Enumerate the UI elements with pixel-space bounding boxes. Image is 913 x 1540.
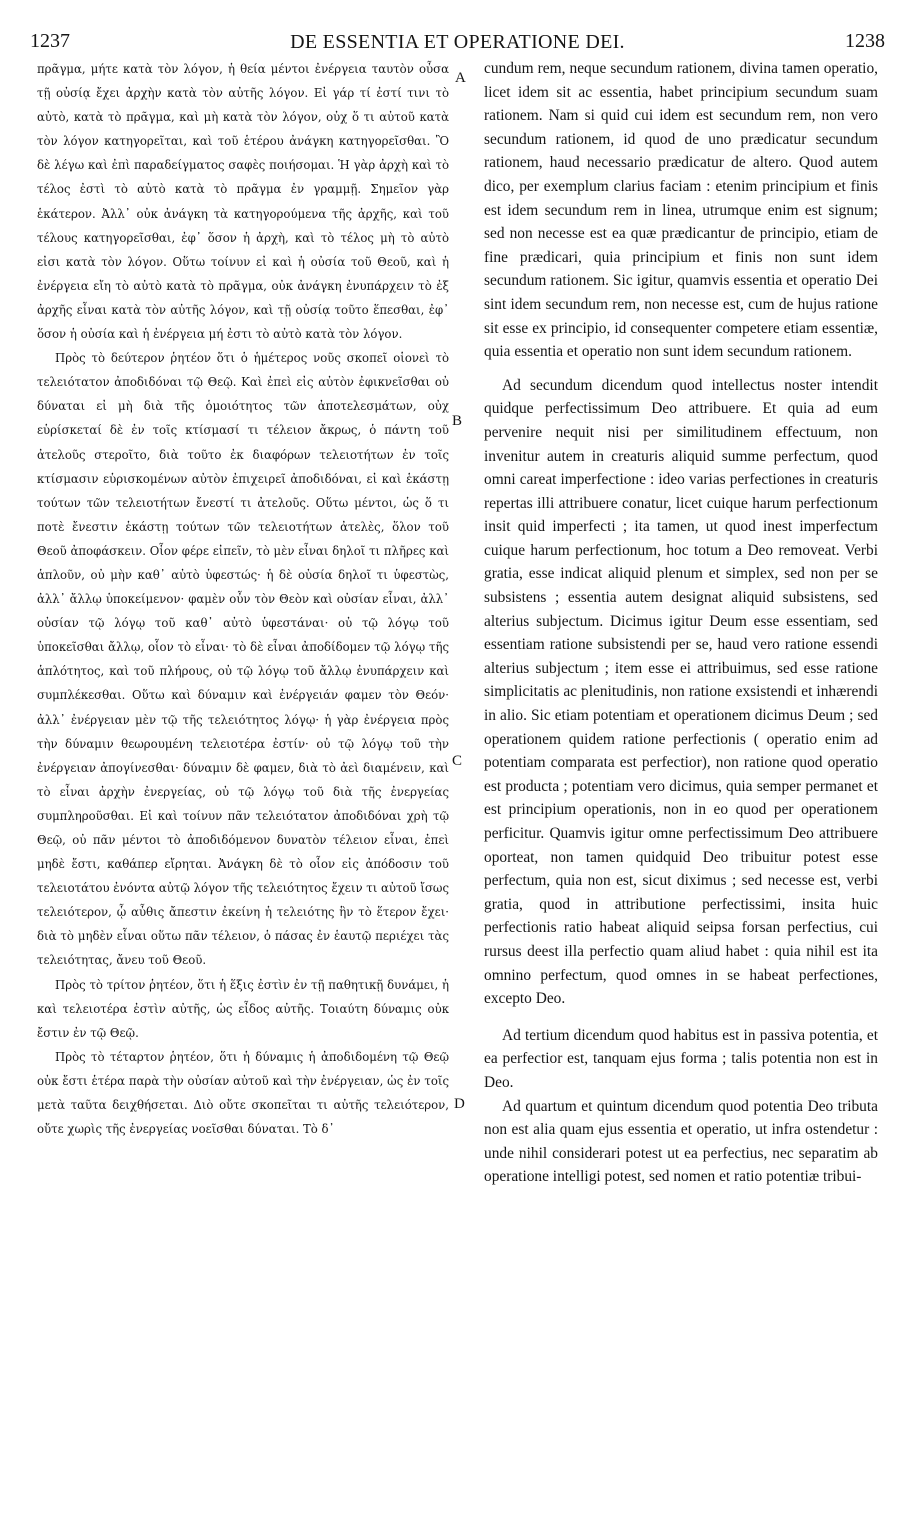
- latin-paragraph-4: Ad quartum et quintum dicendum quod potentia Deo tributa non est alia quam ejus essentia et operatio, ut infra ostendetur : unde nihil considerari potest ut ea perfectius, nec separatim ab operatione intelligi potest, sed nomen et ratio potentiæ tribui-: [484, 1097, 878, 1186]
- latin-paragraph-2: Ad secundum dicendum quod intellectus noster intendit quidque perfectissimum Deo attribuere. Et quia ad eum pervenire nequit nisi per similitudinem effectuum, non invenitur autem in creaturis aliquid summe perfectum, quod omni careat imperfectione : ideo varias perfectiones in creaturis repertas illi attribuere conatur, licet cuique harum perfectionum insit quid imperfecti ; ita tamen, ut quod inest imperfectum cuique harum perfectionum, hoc totum a Deo removeat. Verbi gratia, esse indicat aliquid plenum et simplex, sed non per se subsistens ; essentia autem designat aliquid subsistens, sed alterius subjectum. Dicimus igitur Deum esse essentiam, sed essentiam ratione subsistendi per se, haud vero ratione essendi alterius subjectum ; item esse ei attribuimus, sed esse ratione simplicitatis ac plenitudinis, non ratione exsistendi et inhærendi in alio. Sic etiam potentiam et operationem dicimus Deum ; sed operationem quidem ratione perfectionis ( operatio enim ad potentiam comparata est perfectior), non ratione quod operatio est producta ; potentiam vero dicimus, quia semper permanet et est principium operationis, non in eo quod per operationem perficitur. Quamvis igitur omne perfectissimum Deo attribuere oporteat, non tamen quidquid Deo tribuitur potest esse perfectum, quia non est, sicut diximus ; sed necesse est, verbi gratia, quod in attributione perfectissimi, insita huic perfectionis ratio habeat aliquid seipsa forsan perfectius, cui rursus deest illa perfectio quam aliud habet : quia nihil est ita omnino perfectum, quod omnes in se habeat perfectiones, excepto Deo.: [484, 376, 878, 1008]
- margin-letter-d: D: [454, 1096, 465, 1112]
- running-title: DE ESSENTIA ET OPERATIONE DEI.: [290, 31, 625, 53]
- page-number-right: 1238: [845, 30, 885, 52]
- latin-paragraph-1: cundum rem, neque secundum rationem, divina tamen operatio, licet idem sit ac essentia, habet principium secundum suam rationem. Nam si quid cui idem est secundum rem, non vero secundum rationem, id quod de uno prædicatur secundum rationem, haud necessario prædicatur de altero. Quod autem dico, per exemplum clarius faciam : etenim principium et finis est idem secundum rem in linea, utrumque enim est signum; sed non necesse est ea quæ prædicantur de principio, etiam de fine prædicari, quia principium et finis non sunt idem secundum rationem. Sic igitur, quamvis essentia et operatio Dei sint idem secundum rem, non necesse est, cum de hujus ratione sit esse ex principio, id consequenter competere etiam essentiæ, quia essentia et operatio non sunt idem secundum rationem.: [484, 60, 878, 361]
- greek-paragraph-3: Πρὸς τὸ τρίτον ῥητέον, ὅτι ἡ ἕξις ἐστὶν ἐν τῇ παθητικῇ δυνάμει, ἡ καὶ τελειοτέρα ἐστὶν αὐτῆς, ὡς εἶδος αὐτῆς. Τοιαύτη δύναμις οὐκ ἔστιν ἐν τῷ Θεῷ.: [37, 977, 449, 1040]
- margin-letter-c: C: [452, 753, 463, 769]
- latin-column: [484, 57, 878, 1189]
- latin-paragraph-3: Ad tertium dicendum quod habitus est in passiva potentia, et ea perfectior est, tanquam ejus forma ; talis potentia non est in Deo.: [484, 1026, 878, 1091]
- greek-paragraph-4: Πρὸς τὸ τέταρτον ῥητέον, ὅτι ἡ δύναμις ἡ ἀποδιδομένη τῷ Θεῷ οὐκ ἔστι ἑτέρα παρὰ τὴν οὐσίαν αὐτοῦ καὶ τὴν ἐνέργειαν, ὡς ἐν τοῖς μετὰ ταῦτα δειχθήσεται. Διὸ οὔτε σκοπεῖται τι αὐτῆς τελειότερον, οὔτε χωρὶς τῆς ἐνεργείας νοεῖσθαι δύναται. Τὸ δ᾽: [37, 1049, 449, 1137]
- page-number-left: 1237: [30, 30, 70, 52]
- greek-column: [37, 57, 449, 1141]
- greek-paragraph-2: Πρὸς τὸ δεύτερον ῥητέον ὅτι ὁ ἡμέτερος νοῦς σκοπεῖ οἱονεὶ τὸ τελειότατον ἀποδιδόναι τῷ Θεῷ. Καὶ ἐπεὶ εἰς αὐτὸν ἐφικνεῖσθαι οὐ δύναται εἰ μὴ διὰ τῆς ὁμοιότητος τῶν ἀποτελεσμάτων, οὐχ εὑρίσκεταί δὲ ἐν τοῖς κτίσμασί τι τέλειον ἄκρως, ὁ πάντη τοῦ ἀτελοῦς στεροῖτο, διὰ τοῦτο ἐκ διαφόρων τελειοτήτων ἐν τοῖς κτίσμασιν εὑρισκομένων αὐτὸν ἐπιχειρεῖ ἀποδιδόναι, εἰ καὶ ἑκάστῃ τούτων τῶν τελειοτήτων ἔνεστί τι ἀτελοῦς. Οὕτω μέντοι, ὡς ὅ τι ποτὲ ἔνεστιν ἑκάστῃ τούτων τῶν τελειοτήτων ἀτελὲς, ὅλον τοῦ Θεοῦ ἀποφάσκειν. Οἷον φέρε εἰπεῖν, τὸ μὲν εἶναι δηλοῖ τι πλῆρες καὶ ἁπλοῦν, οὐ μὴν καθ᾽ αὐτὸ ὑφεστώς· ἡ δὲ οὐσία δηλοῖ τι ὑφεστὼς, ἀλλ᾽ ἄλλῳ ὑποκείμενον· φαμὲν οὖν τὸν Θεὸν καὶ οὐσίαν εἶναι, ἀλλ᾽ οὐσίαν τῷ λόγῳ τοῦ καθ᾽ αὐτὸ ὑφεστάναι· οὐ τῷ λόγῳ τοῦ ὑποκεῖσθαι ἄλλῳ, οἷον τὸ εἶναι· τὸ δὲ εἶναι ἀποδίδομεν τῷ λόγῳ τῆς ἁπλότητος, καὶ τοῦ πλήρους, οὐ τῷ λόγῳ τοῦ ἄλλῳ ἐνυπάρχειν καὶ συμπλέκεσθαι. Οὕτω καὶ δύναμιν καὶ ἐνέργειάν φαμεν τὸν Θεόν· ἀλλ᾽ ἐνέργειαν μὲν τῷ τῆς τελειότητος λόγῳ· ἡ γὰρ ἐνέργεια πρὸς τὴν δύναμιν θεωρουμένη τελειοτέρα ἐστίν· οὐ τῷ λόγῳ τοῦ τὴν ἐνέργειαν ἀπογίνεσθαι· δύναμιν δὲ φαμεν, διὰ τὸ ἀεὶ διαμένειν, καὶ τὸ εἶναι ἀρχὴν ἐνεργείας, οὐ τῷ λόγῳ τοῦ διὰ τῆς ἐνεργείας συμπληροῦσθαι. Εἰ καὶ τοίνυν πᾶν τελειότατον ἀποδιδόναι χρὴ τῷ Θεῷ, οὐ πᾶν μέντοι τὸ ἀποδιδόμενον δυνατὸν τέλειον εἶναι, ἐπεὶ μηδὲ ἔστι, καθάπερ εἴρηται. Ἀνάγκη δὲ τὸ οἷον εἰς ἀπόδοσιν τοῦ τελειοτάτου ἐνόντα αὐτῷ λόγον τῆς τελειότητος ἔχειν τι αὐτοῦ ἴσως τελειότερον, ᾧ αὖθις ἄπεστιν ἐκείνη ἡ τελειότης ἣν τὸ ἕτερον ἔχει· διὰ τὸ μηδὲν εἶναι οὕτω πᾶν τέλειον, ὁ πάσας ἐν ἑαυτῷ περιέχει τὰς τελειότητας, ἄνευ τοῦ Θεοῦ.: [37, 351, 449, 968]
- margin-letter-b: B: [452, 413, 463, 429]
- greek-paragraph-1: πρᾶγμα, μήτε κατὰ τὸν λόγον, ἡ θεία μέντοι ἐνέργεια ταυτὸν οὖσα τῇ οὐσίᾳ ἔχει ἀρχὴν κατὰ τὸν αὐτῆς λόγον. Εἰ γάρ τί ἐστί τινι τὸ αὐτὸ, κατὰ τὸ πρᾶγμα, καὶ μὴ κατὰ τὸν λόγον, οὐχ ὅ τι αὐτοῦ κατὰ τὸν λόγον κατηγορεῖται, καὶ τοῦ ἑτέρου ἀνάγκη κατηγορεῖσθαι. Ὃ δὲ λέγω καὶ ἐπὶ παραδείγματος σαφὲς ποιήσομαι. Ἡ γὰρ ἀρχὴ καὶ τὸ τέλος ἐστὶ τὸ αὐτὸ κατὰ τὸ πρᾶγμα ἐν γραμμῇ. Σημεῖον γὰρ ἑκάτερον. Ἀλλ᾽ οὐκ ἀνάγκη τὰ κατηγορούμενα τῆς ἀρχῆς, καὶ τοῦ τέλους κατηγορεῖσθαι, ἐφ᾽ ὅσον ἡ ἀρχὴ, καὶ τὸ τέλος μὴ τὸ αὐτὸ εἰσι κατὰ τὸν λόγον. Οὕτω τοίνυν εἰ καὶ ἡ οὐσία τοῦ Θεοῦ, καὶ ἡ ἐνέργεια εἴη τὸ αὐτὸ κατὰ τὸ πρᾶγμα, οὐκ ἀνάγκη ἐνυπάρχειν τὸ ἐξ ἀρχῆς εἶναι κατὰ τὸν αὐτῆς λόγον, καὶ τῇ οὐσίᾳ τοῦτο ἕπεσθαι, ἐφ᾽ ὅσον ἡ οὐσία καὶ ἡ ἐνέργεια μή ἐστι τὸ αὐτὸ κατὰ τὸν λόγον.: [37, 62, 449, 342]
- margin-letter-a: A: [455, 70, 466, 86]
- running-header: [30, 30, 885, 54]
